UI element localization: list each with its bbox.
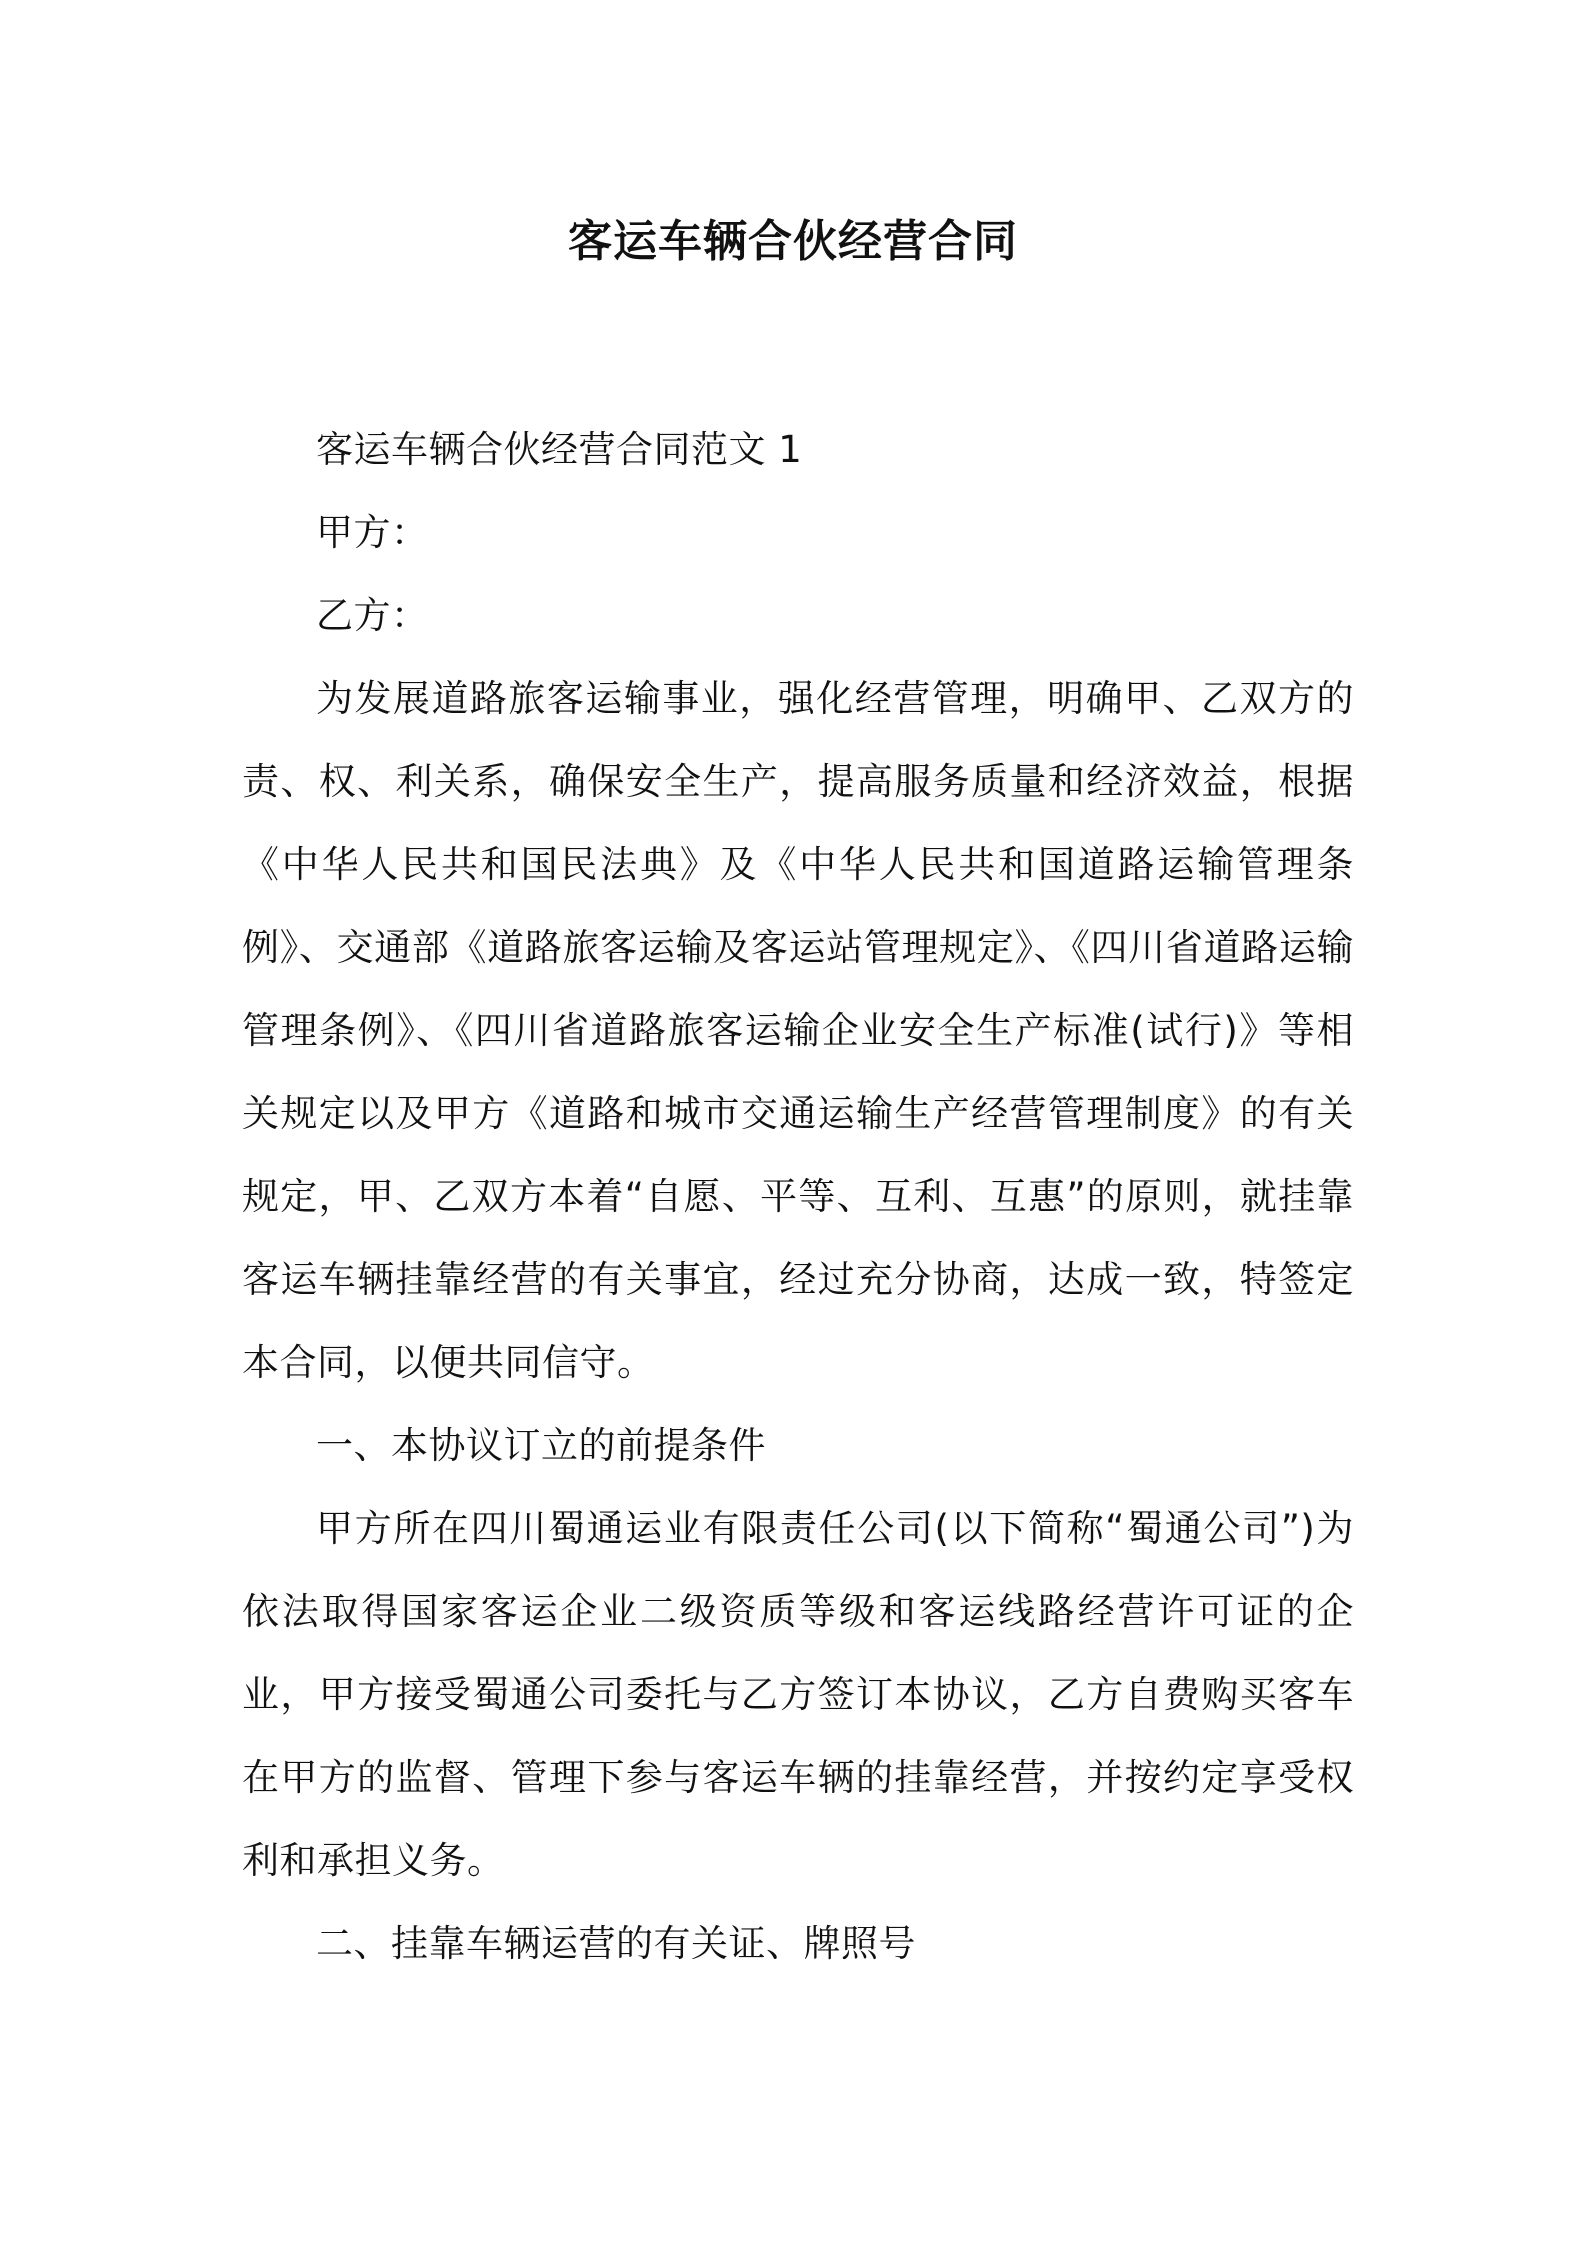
party-b-label: 乙方： (316, 594, 429, 637)
intro-paragraph: 为发展道路旅客运输事业，强化经营管理，明确甲、乙双方的责、权、利关系，确保安全生产，提高服务质量和经济效益，根据《中华人民共和国民法典》及《中华人民共和国道路运输管理条例》、交通部《道路旅客运输及客运站管理规定》、《四川省道路运输管理条例》、《四川省道路旅客运输企业安全生产标准(试行)》等相关规定以及甲方《道路和城市交通运输生产经营管理制度》的有关规定，甲、乙双方本着“自愿、平等、互利、互惠”的原则，就挂靠客运车辆挂靠经营的有关事宜，经过充分协商，达成一致，特签定本合同，以便共同信守。 (242, 677, 1354, 1384)
template-subtitle: 客运车辆合伙经营合同范文 1 (316, 428, 803, 471)
section-2-heading: 二、挂靠车辆运营的有关证、牌照号 (316, 1922, 916, 1965)
party-a-label: 甲方： (316, 511, 429, 554)
section-1-heading: 一、本协议订立的前提条件 (316, 1424, 766, 1467)
document-body (242, 408, 1354, 1985)
section-1-paragraph: 甲方所在四川蜀通运业有限责任公司(以下简称“蜀通公司”)为依法取得国家客运企业二级资质等级和客运线路经营许可证的企业，甲方接受蜀通公司委托与乙方签订本协议，乙方自费购买客车在甲方的监督、管理下参与客运车辆的挂靠经营，并按约定享受权利和承担义务。 (242, 1507, 1354, 1882)
document-title: 客运车辆合伙经营合同 (568, 216, 1018, 267)
